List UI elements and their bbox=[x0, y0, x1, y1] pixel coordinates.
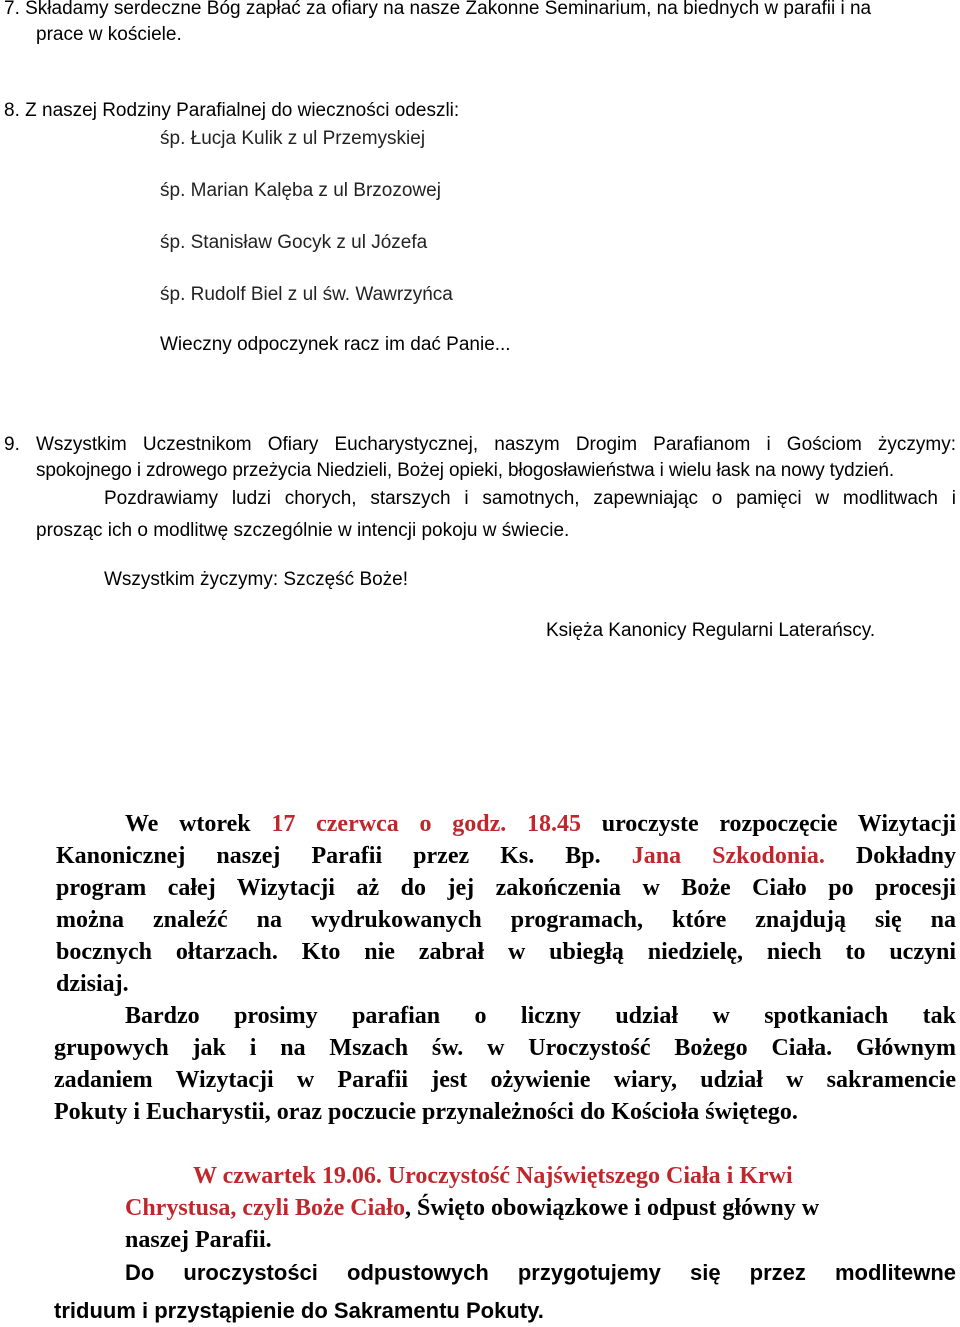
bishop-name: Jana Szkodonia. bbox=[631, 843, 825, 869]
visitation-p2-line-4: Pokuty i Eucharystii, oraz poczucie przynależności do Kościoła świętego. bbox=[54, 1099, 798, 1125]
item-9-line-4: prosząc ich o modlitwę szczególnie w intencji pokoju w świecie. bbox=[36, 520, 570, 541]
item-7-line-2: prace w kościele. bbox=[36, 24, 182, 45]
item-9-line-3: Pozdrawiamy ludzi chorych, starszych i samotnych, zapewniając o pamięci w modlitwach i bbox=[104, 488, 956, 509]
deceased-name: śp. Stanisław Gocyk z ul Józefa bbox=[160, 232, 428, 253]
corpus-prep-line-2: triduum i przystąpienie do Sakramentu Pokuty. bbox=[54, 1298, 544, 1323]
deceased-name: śp. Łucja Kulik z ul Przemyskiej bbox=[160, 128, 426, 149]
item-8-intro: 8. Z naszej Rodziny Parafialnej do wieczności odeszli: bbox=[4, 100, 460, 121]
visitation-date: 17 czerwca o godz. 18.45 bbox=[271, 811, 581, 837]
corpus-line-1: W czwartek 19.06. Uroczystość Najświętszego Ciała i Krwi bbox=[193, 1163, 793, 1189]
visitation-line-4: można znaleźć na wydrukowanych programach, które znajdują się na bbox=[56, 907, 956, 933]
corpus-line-3: naszej Parafii. bbox=[125, 1227, 272, 1253]
item-9-line-1: 9. Wszystkim Uczestnikom Ofiary Eucharystycznej, naszym Drogim Parafianom i Gościom życzymy: bbox=[4, 434, 956, 455]
visitation-line-1 bbox=[125, 808, 956, 840]
visitation-l2-a: Kanonicznej naszej Parafii przez Ks. Bp. bbox=[56, 843, 632, 869]
prayer-closing: Wieczny odpoczynek racz im dać Panie... bbox=[160, 334, 511, 355]
visitation-lead-rest: uroczyste rozpoczęcie Wizytacji bbox=[580, 811, 957, 837]
visitation-line-2 bbox=[56, 840, 956, 872]
visitation-line-5: bocznych ołtarzach. Kto nie zabrał w ubiegłą niedzielę, niech to uczyni bbox=[56, 939, 956, 965]
corpus-feast-name: Chrystusa, czyli Boże Ciało bbox=[125, 1195, 405, 1221]
corpus-prep-line-1: Do uroczystości odpustowych przygotujemy się przez modlitewne bbox=[125, 1260, 956, 1285]
visitation-p2-line-3: zadaniem Wizytacji w Parafii jest ożywienie wiary, udział w sakramencie bbox=[54, 1067, 956, 1093]
item-7-line-1: 7. Składamy serdeczne Bóg zapłać za ofiary na nasze Zakonne Seminarium, na biednych w parafii i na bbox=[4, 0, 872, 19]
visitation-line-3: program całej Wizytacji aż do jej zakończenia w Boże Ciało po procesji bbox=[56, 875, 956, 901]
deceased-name: śp. Rudolf Biel z ul św. Wawrzyńca bbox=[160, 284, 453, 305]
visitation-l2-b: Dokładny bbox=[824, 843, 956, 869]
visitation-p2-line-1: Bardzo prosimy parafian o liczny udział w spotkaniach tak bbox=[125, 1003, 956, 1029]
item-9-wish: Wszystkim życzymy: Szczęść Boże! bbox=[104, 569, 409, 590]
item-9-line-2: spokojnego i zdrowego przeżycia Niedzieli, Bożej opieki, błogosławieństwa i wielu łask na nowy tydzień. bbox=[36, 460, 894, 481]
corpus-feast-desc: , Święto obowiązkowe i odpust główny w bbox=[404, 1195, 820, 1221]
visitation-line-6: dzisiaj. bbox=[56, 971, 129, 997]
visitation-p2-line-2: grupowych jak i na Mszach św. w Uroczystość Bożego Ciała. Głównym bbox=[54, 1035, 956, 1061]
deceased-name: śp. Marian Kalęba z ul Brzozowej bbox=[160, 180, 441, 201]
corpus-line-2 bbox=[125, 1192, 819, 1224]
visitation-lead: We wtorek bbox=[125, 811, 272, 837]
item-9-signature: Księża Kanonicy Regularni Laterańscy. bbox=[546, 620, 876, 641]
